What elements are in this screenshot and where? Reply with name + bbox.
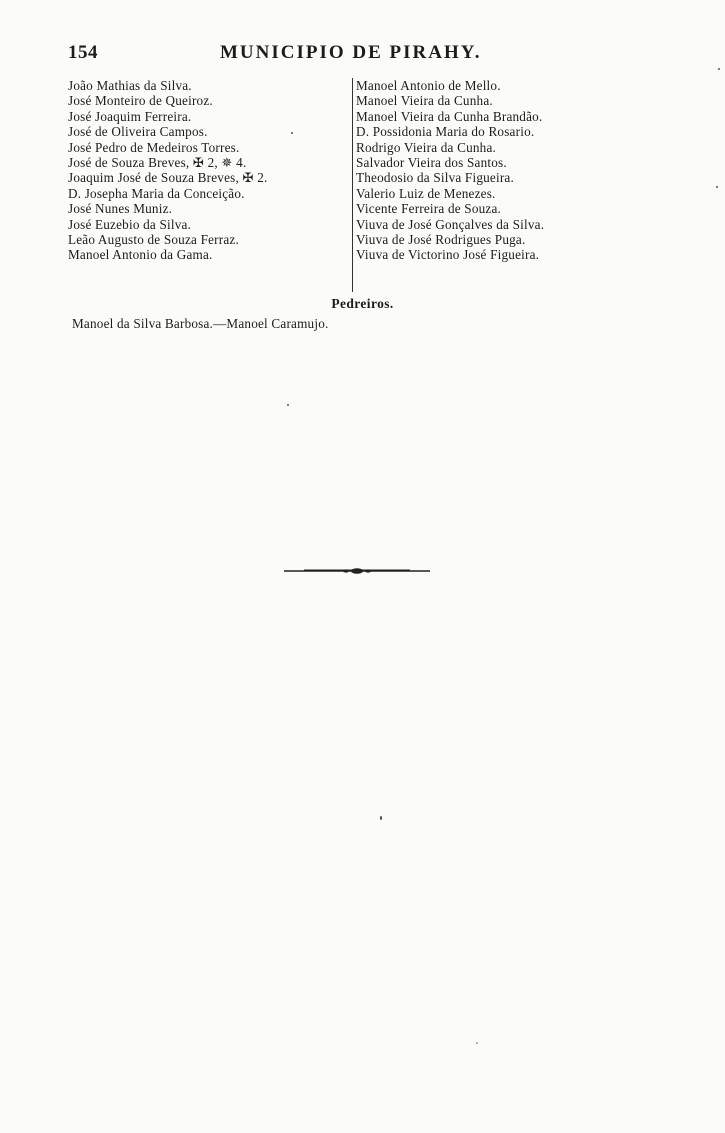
list-item: Joaquim José de Souza Breves, ✠ 2.: [68, 170, 268, 186]
right-column: [352, 78, 606, 292]
list-item: Manoel Antonio da Gama.: [68, 247, 213, 263]
list-item: Manoel Vieira da Cunha.: [356, 93, 493, 109]
list-item: José Monteiro de Queiroz.: [68, 93, 213, 109]
list-item: Theodosio da Silva Figueira.: [356, 170, 514, 186]
list-item: Salvador Vieira dos Santos.: [356, 154, 507, 170]
list-item: José de Souza Breves, ✠ 2, ✵ 4.: [68, 154, 247, 170]
list-item: D. Josepha Maria da Conceição.: [68, 185, 245, 201]
list-item: José Nunes Muniz.: [68, 201, 173, 217]
paper-speck: [287, 404, 289, 406]
list-item: D. Possidonia Maria do Rosario.: [356, 124, 535, 140]
left-column: [68, 78, 350, 263]
paper-speck: [380, 816, 382, 820]
list-item: José de Oliveira Campos.: [68, 124, 208, 140]
list-item: Manoel Antonio de Mello.: [356, 78, 501, 93]
list-item: Viuva de José Gonçalves da Silva.: [356, 216, 545, 232]
paper-speck: [718, 68, 720, 70]
section-text: Manoel da Silva Barbosa.—Manoel Caramujo.: [72, 316, 329, 331]
list-item: José Euzebio da Silva.: [68, 216, 192, 232]
list-item: Viuva de José Rodrigues Puga.: [356, 231, 526, 247]
page-header: [68, 42, 608, 70]
list-item: Rodrigo Vieira da Cunha.: [356, 139, 497, 155]
page-number: 154: [68, 42, 98, 63]
list-item: Manoel Vieira da Cunha Brandão.: [356, 108, 543, 124]
list-item: João Mathias da Silva.: [68, 78, 192, 93]
paper-speck: [291, 132, 293, 134]
list-item: Viuva de Victorino José Figueira.: [356, 247, 540, 263]
list-item: José Pedro de Medeiros Torres.: [68, 139, 240, 155]
list-item: Leão Augusto de Souza Ferraz.: [68, 231, 239, 247]
divider-ornament: [284, 566, 430, 576]
paper-speck: [476, 1042, 478, 1044]
running-title: MUNICIPIO DE PIRAHY.: [220, 42, 482, 63]
section-heading: Pedreiros.: [331, 296, 394, 311]
list-item: Vicente Ferreira de Souza.: [356, 201, 502, 217]
paper-speck: [716, 186, 718, 188]
list-item: José Joaquim Ferreira.: [68, 108, 192, 124]
list-item: Valerio Luiz de Menezes.: [356, 185, 496, 201]
